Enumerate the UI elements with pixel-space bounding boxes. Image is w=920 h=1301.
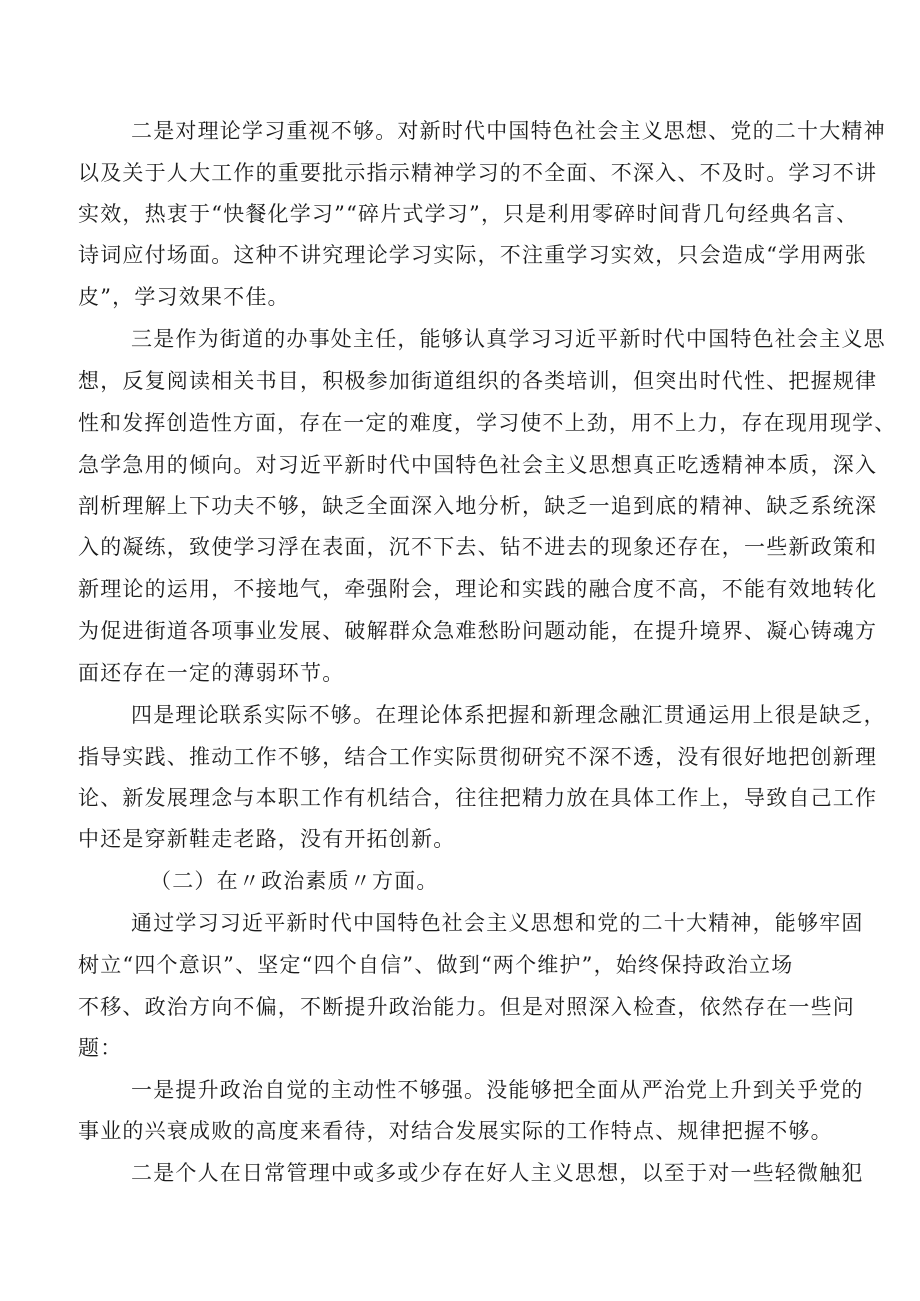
section-heading: （二）在〃政治素质〃方面。: [150, 869, 439, 893]
text-line: 皮”，学习效果不佳。: [78, 285, 290, 309]
text-line: 以及关于人大工作的重要批示指示精神学习的不全面、不深入、不及时。学习不讲: [78, 161, 878, 185]
text-line: 三是作为街道的办事处主任，能够认真学习习近平新时代中国特色社会主义思: [131, 327, 886, 351]
text-line: 诗词应付场面。这种不讲究理论学习实际，不注重学习实效，只会造成“学用两张: [78, 243, 867, 267]
text-line: 面还存在一定的薄弱环节。: [78, 661, 345, 685]
text-line: 二是对理论学习重视不够。对新时代中国特色社会主义思想、党的二十大精神: [131, 119, 886, 143]
text-line: 新理论的运用，不接地气，牵强附会，理论和实践的融合度不高，不能有效地转化: [78, 577, 878, 601]
text-line: 一是提升政治自觉的主动性不够强。没能够把全面从严治党上升到关乎党的: [131, 1078, 864, 1102]
text-line: 入的凝练，致使学习浮在表面，沉不下去、钻不进去的现象还存在，一些新政策和: [78, 535, 878, 559]
text-line: 树立“四个意识”、坚定“四个自信”、做到“两个维护”，始终保持政治立场: [78, 953, 794, 977]
text-line: 急学急用的倾向。对习近平新时代中国特色社会主义思想真正吃透精神本质，深入: [78, 453, 878, 477]
text-line: 四是理论联系实际不够。在理论体系把握和新理念融汇贯通运用上很是缺乏，: [131, 703, 886, 727]
text-line: 二是个人在日常管理中或多或少存在好人主义思想，以至于对一些轻微触犯: [131, 1161, 864, 1185]
text-line: 事业的兴衰成败的高度来看待，对结合发展实际的工作特点、规律把握不够。: [78, 1119, 833, 1143]
text-line: 性和发挥创造性方面，存在一定的难度，学习使不上劲，用不上力，存在现用现学、: [78, 411, 897, 435]
text-line: 指导实践、推动工作不够，结合工作实际贯彻研究不深不透，没有很好地把创新理: [78, 745, 878, 769]
text-line: 不移、政治方向不偏，不断提升政治能力。但是对照深入检查，依然存在一些问: [78, 995, 855, 1019]
text-line: 中还是穿新鞋走老路，没有开拓创新。: [78, 827, 456, 851]
text-line: 想，反复阅读相关书目，积极参加街道组织的各类培训，但突出时代性、把握规律: [78, 369, 878, 393]
text-line: 实效，热衷于“快餐化学习”“碎片式学习”，只是利用零碎时间背几句经典名言、: [78, 202, 859, 226]
text-line: 剖析理解上下功夫不够，缺乏全面深入地分析，缺乏一追到底的精神、缺乏系统深: [78, 494, 878, 518]
text-line: 题：: [78, 1036, 123, 1060]
text-line: 为促进街道各项事业发展、破解群众急难愁盼问题动能，在提升境界、凝心铸魂方: [78, 619, 878, 643]
text-line: 论、新发展理念与本职工作有机结合，往往把精力放在具体工作上，导致自己工作: [78, 786, 878, 810]
text-line: 通过学习习近平新时代中国特色社会主义思想和党的二十大精神，能够牢固: [131, 911, 864, 935]
